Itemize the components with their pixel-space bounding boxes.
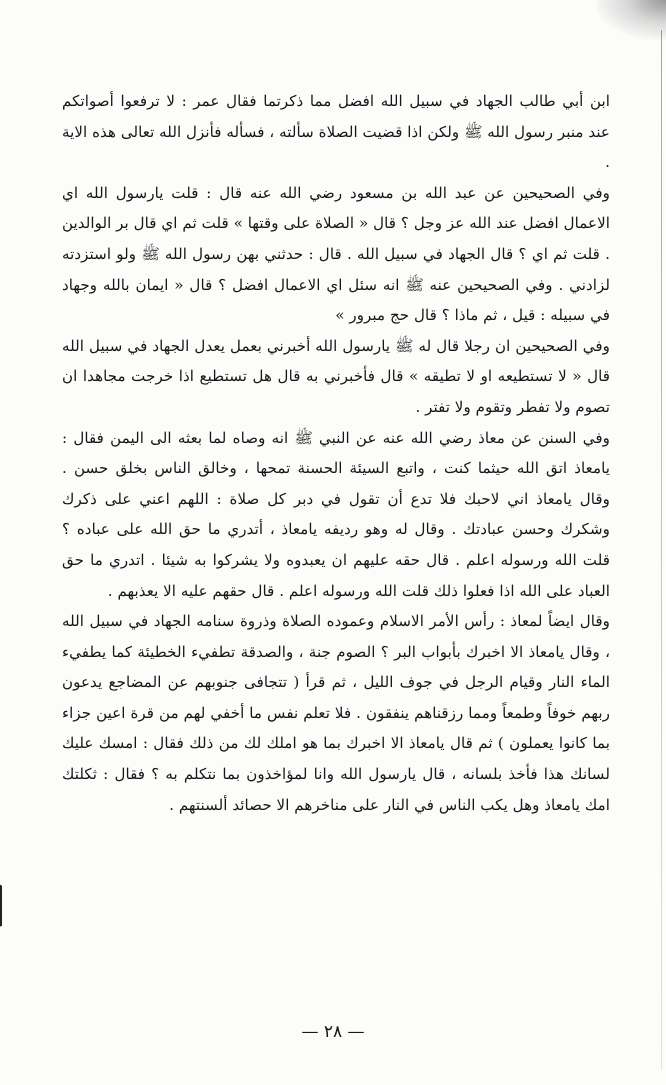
paragraph-3: وفي الصحيحين ان رجلا قال له ﷺ يارسول الله أخبرني بعمل يعدل الجهاد في سبيل الله قال « لا تستطيعه او لا تطيقه » قال فأخبرني به قال هل تستطيع اذا خرجت مجاهدا ان تصوم ولا تفطر وتقوم ولا تفتر . (62, 336, 610, 416)
paragraph-1: ابن أبي طالب الجهاد في سبيل الله افضل مما ذكرتما فقال عمر : لا ترفعوا أصواتكم عند منبر رسول الله ﷺ ولكن اذا قضيت الصلاة سألته ، فسأله فأنزل الله تعالى هذه الاية . (62, 92, 610, 172)
page-number: — ٢٨ — (301, 1022, 365, 1042)
paragraph-4: وفي السنن عن معاذ رضي الله عنه عن النبي ﷺ انه وصاه لما بعثه الى اليمن فقال : يامعاذ اتق الله حيثما كنت ، واتبع السيئة الحسنة تمحها ، وخالق الناس بخلق حسن . وقال يامعاذ اني لاحبك فلا تدع أن تقول في دبر كل صلاة : اللهم اعني على ذكرك وشكرك وحسن عبادتك . وقال له وهو رديفه يامعاذ ، أتدري ما حق الله على عباده ؟ قلت الله ورسوله اعلم . قال حقه عليهم ان يعبدوه ولا يشركوا به شيئا . اتدري ما حق العباد على الله اذا فعلوا ذلك قلت الله ورسوله اعلم . قال حقهم عليه الا يعذبهم . (62, 428, 610, 600)
scan-smudge (596, 0, 666, 40)
paragraph-2: وفي الصحيحين عن عبد الله بن مسعود رضي الله عنه قال : قلت يارسول الله اي الاعمال افضل عند الله عز وجل ؟ قال « الصلاة على وقتها » قلت ثم اي قال بر الوالدين . قلت ثم اي ؟ قال الجهاد في سبيل الله . قال : حدثني بهن رسول الله ﷺ ولو استزدته لزادني . وفي الصحيحين عنه ﷺ انه سئل اي الاعمال افضل ؟ قال « ايمان بالله وجهاد في سبيله : قيل ، ثم ماذا ؟ قال حج مبرور » (62, 183, 610, 325)
paragraph-5: وقال ايضاً لمعاذ : رأس الأمر الاسلام وعموده الصلاة وذروة سنامه الجهاد في سبيل الله ، وقال يامعاذ الا اخبرك بأبواب البر ؟ الصوم جنة ، والصدقة تطفيء الخطيئة كما يطفيء الماء النار وقيام الرجل في جوف الليل ، ثم قرأ ( تتجافى جنوبهم عن المضاجع يدعون ربهم خوفاً وطمعاً ومما رزقناهم ينفقون . فلا تعلم نفس ما أخفي لهم من قرة اعين جزاء بما كانوا يعملون ) ثم قال يامعاذ الا اخبرك بما هو املك لك من ذلك فقال : امسك عليك لسانك هذا فأخذ بلسانه ، قال يارسول الله وانا لمؤاخذون بما نتكلم به ؟ فقال : ثكلتك امك يامعاذ وهل يكب الناس في النار على مناخرهم الا حصائد ألسنتهم . (62, 612, 610, 814)
margin-mark (0, 875, 20, 926)
body-text (62, 86, 610, 820)
page-edge-line (661, 30, 662, 1070)
